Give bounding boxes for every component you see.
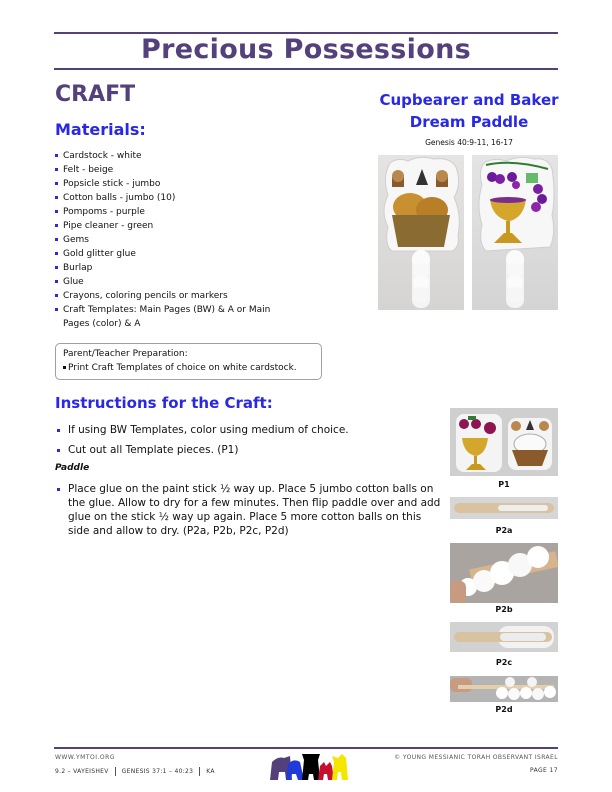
step-photo-p2d bbox=[450, 676, 558, 702]
copyright-text: © YOUNG MESSIANIC TORAH OBSERVANT ISRAEL bbox=[394, 754, 558, 761]
material-item: Gold glitter glue bbox=[55, 247, 275, 261]
materials-list bbox=[55, 149, 275, 331]
parasha-label: 9.2 – VAYEISHEV bbox=[55, 768, 109, 775]
bullet-icon bbox=[57, 429, 60, 432]
material-item: Felt - beige bbox=[55, 163, 275, 177]
bullet-icon bbox=[55, 308, 58, 311]
step-photo-p2c bbox=[450, 622, 558, 652]
bullet-icon bbox=[55, 182, 58, 185]
paddle-subheading: Paddle bbox=[55, 463, 90, 473]
bullet-icon bbox=[55, 280, 58, 283]
footer-rule bbox=[54, 747, 558, 749]
page-number: PAGE 17 bbox=[529, 767, 558, 774]
material-item: Burlap bbox=[55, 261, 275, 275]
material-item: Crayons, coloring pencils or markers bbox=[55, 289, 275, 303]
bullet-icon bbox=[55, 168, 58, 171]
step-photo-p2a bbox=[450, 497, 558, 519]
bullet-icon bbox=[55, 210, 58, 213]
page-title: Precious Possessions bbox=[141, 34, 471, 65]
material-item: Gems bbox=[55, 233, 275, 247]
divider bbox=[199, 767, 200, 776]
preparation-item: Print Craft Templates of choice on white cardstock. bbox=[63, 361, 314, 376]
divider bbox=[115, 767, 116, 776]
material-item: Craft Templates: Main Pages (BW) & A or Main Pages (color) & A bbox=[55, 303, 275, 331]
footer-reference bbox=[55, 767, 215, 776]
material-item: Pipe cleaner - green bbox=[55, 219, 275, 233]
header-rule-bottom bbox=[54, 68, 558, 70]
step-caption: P1 bbox=[498, 480, 510, 489]
bullet-icon bbox=[57, 449, 60, 452]
material-item: Cardstock - white bbox=[55, 149, 275, 163]
preparation-box bbox=[55, 343, 322, 380]
ymtoi-logo-icon bbox=[268, 752, 352, 782]
instructions-heading: Instructions for the Craft: bbox=[55, 394, 273, 412]
bullet-icon bbox=[55, 266, 58, 269]
materials-heading: Materials: bbox=[55, 120, 146, 139]
step-caption: P2d bbox=[495, 705, 513, 714]
bullet-icon bbox=[55, 196, 58, 199]
section-heading: CRAFT bbox=[55, 82, 136, 107]
material-item: Cotton balls - jumbo (10) bbox=[55, 191, 275, 205]
scripture-reference: Genesis 40:9-11, 16-17 bbox=[425, 138, 513, 147]
paddle-instruction: Place glue on the paint stick ½ way up. Place 5 jumbo cotton balls on the glue. Allow to dry for a few minutes. Then flip paddle over and add glue on the stick ½ way up again. Place 5 more cotton balls on this side and allow to dry. (P2a, P2b, P2c, P2d) bbox=[55, 482, 445, 538]
scripture-range: GENESIS 37:1 – 40:23 bbox=[121, 768, 194, 775]
bullet-icon bbox=[55, 238, 58, 241]
instructions-list bbox=[55, 420, 440, 460]
bullet-icon bbox=[55, 154, 58, 157]
footer-url-link[interactable]: WWW.YMTOI.ORG bbox=[55, 754, 115, 761]
step-caption: P2a bbox=[495, 526, 513, 535]
cupbearer-paddle-photo bbox=[472, 155, 558, 310]
step-photo-p2b bbox=[450, 543, 558, 603]
level-label: KA bbox=[206, 768, 215, 775]
bullet-icon bbox=[55, 224, 58, 227]
baker-paddle-photo bbox=[378, 155, 464, 310]
craft-title: Cupbearer and Baker Dream Paddle bbox=[379, 91, 559, 131]
step-caption: P2b bbox=[495, 605, 513, 614]
bullet-icon bbox=[55, 252, 58, 255]
material-item: Pompoms - purple bbox=[55, 205, 275, 219]
bullet-icon bbox=[55, 294, 58, 297]
material-item: Glue bbox=[55, 275, 275, 289]
instruction-item: Cut out all Template pieces. (P1) bbox=[55, 440, 440, 460]
material-item: Popsicle stick - jumbo bbox=[55, 177, 275, 191]
bullet-icon bbox=[57, 488, 60, 491]
preparation-title: Parent/Teacher Preparation: bbox=[63, 349, 188, 359]
bullet-icon bbox=[63, 366, 66, 369]
step-caption: P2c bbox=[495, 658, 513, 667]
step-photo-p1 bbox=[450, 408, 558, 476]
instruction-item: If using BW Templates, color using medium of choice. bbox=[55, 420, 440, 440]
